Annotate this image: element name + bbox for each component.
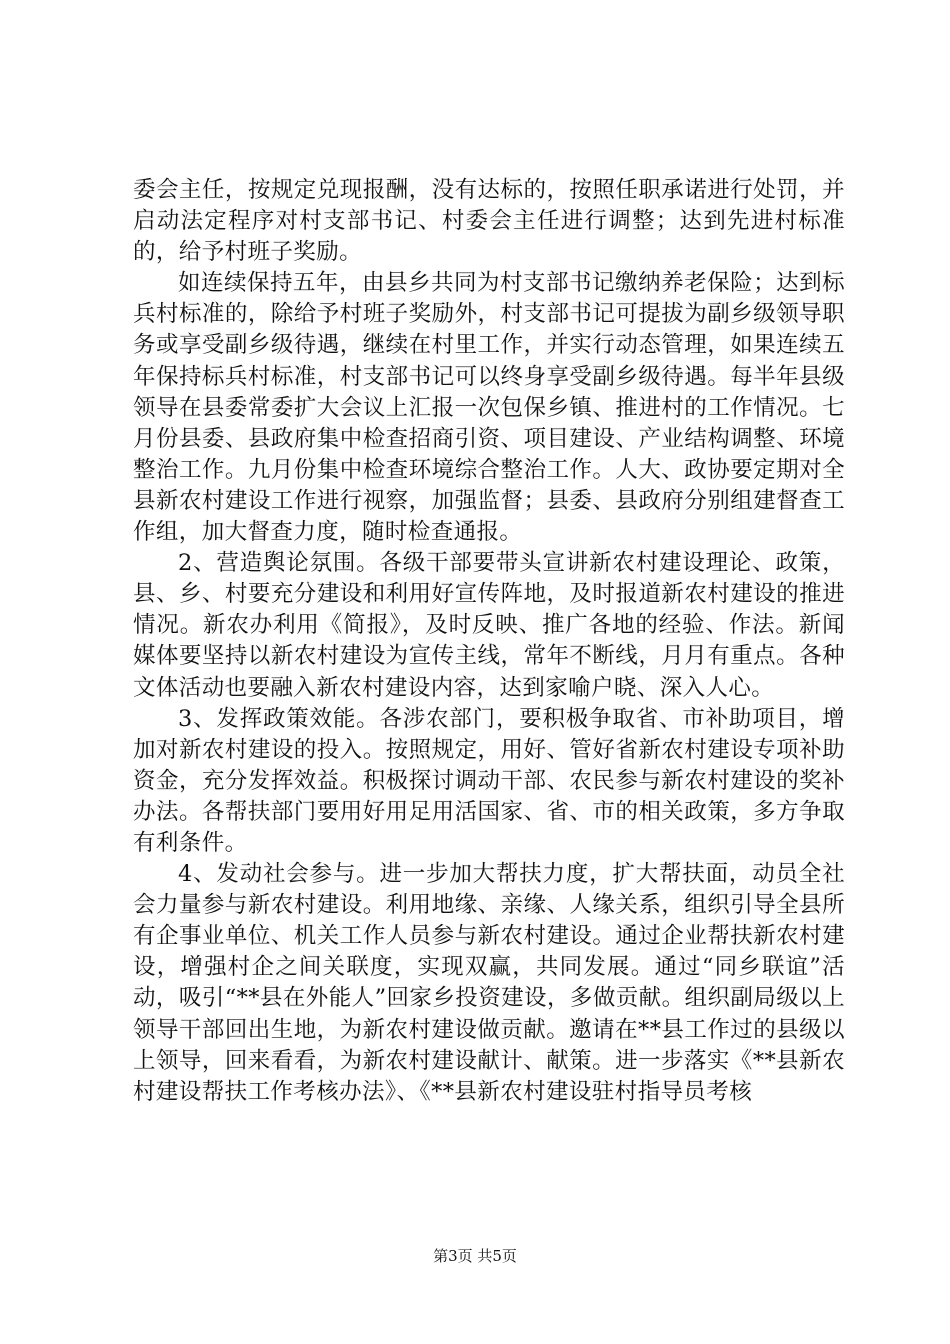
paragraph-public-opinion: 2、营造舆论氛围。各级干部要带头宣讲新农村建设理论、政策，县、乡、村要充分建设和利用好宣传阵地，及时报道新农村建设的推进情况。新农办利用《简报》，及时反映、推广各地的经验、作法。新闻媒体要坚持以新农村建设为宣传主线，常年不断线，月月有重点。各种文体活动也要融入新农村建设内容，达到家喻户晓、深入人心。: [133, 550, 845, 701]
paragraph-policy-efficiency: 3、发挥政策效能。各涉农部门，要积极争取省、市补助项目，增加对新农村建设的投入。按照规定，用好、管好省新农村建设专项补助资金，充分发挥效益。积极探讨调动干部、农民参与新农村建设的奖补办法。各帮扶部门要用好用足用活国家、省、市的相关政策，多方争取有利条件。: [133, 705, 845, 856]
page-number-footer: 第3页 共5页: [433, 1247, 517, 1265]
document-body: [133, 175, 845, 1108]
paragraph-pension-policy: 如连续保持五年，由县乡共同为村支部书记缴纳养老保险；达到标兵村标准的，除给予村班子奖励外，村支部书记可提拔为副乡级领导职务或享受副乡级待遇，继续在村里工作，并实行动态管理，如果连续五年保持标兵村标准，村支部书记可以终身享受副乡级待遇。每半年县级领导在县委常委扩大会议上汇报一次包保乡镇、推进村的工作情况。七月份县委、县政府集中检查招商引资、项目建设、产业结构调整、环境整治工作。九月份集中检查环境综合整治工作。人大、政协要定期对全县新农村建设工作进行视察，加强监督；县委、县政府分别组建督查工作组，加大督查力度，随时检查通报。: [133, 270, 845, 546]
paragraph-continuation: 委会主任，按规定兑现报酬，没有达标的，按照任职承诺进行处罚，并启动法定程序对村支部书记、村委会主任进行调整；达到先进村标准的，给予村班子奖励。: [133, 177, 845, 266]
paragraph-social-participation: 4、发动社会参与。进一步加大帮扶力度，扩大帮扶面，动员全社会力量参与新农村建设。利用地缘、亲缘、人缘关系，组织引导全县所有企事业单位、机关工作人员参与新农村建设。通过企业帮扶新农村建设，增强村企之间关联度，实现双赢，共同发展。通过“同乡联谊”活动，吸引“**县在外能人”回家乡投资建设，多做贡献。组织副局级以上领导干部回出生地，为新农村建设做贡献。邀请在**县工作过的县级以上领导，回来看看，为新农村建设献计、献策。进一步落实《**县新农村建设帮扶工作考核办法》、《**县新农村建设驻村指导员考核: [133, 861, 845, 1105]
